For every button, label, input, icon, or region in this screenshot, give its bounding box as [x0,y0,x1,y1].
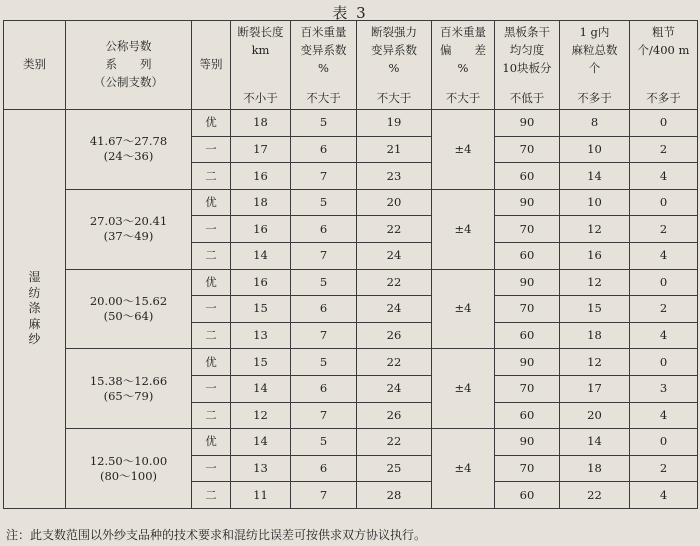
header-line: 均匀度 [509,42,545,57]
weight-cv-cell: 6 [291,455,357,482]
slubs-cell: 2 [630,296,698,323]
neps-cell: 12 [560,216,630,243]
neps-cell: 22 [560,482,630,509]
breaking-length-cell: 14 [231,375,291,402]
blackboard-cell: 60 [495,402,560,429]
breaking-length-cell: 18 [231,189,291,216]
header-breaking-length [231,21,291,110]
count-cell [66,349,192,429]
slubs-cell: 0 [630,349,698,376]
neps-cell: 14 [560,163,630,190]
slubs-cell: 0 [630,189,698,216]
grade-cell: 二 [192,402,231,429]
table-title: 表 3 [332,4,368,22]
count-line: 41.67～27.78 [89,134,168,149]
count-line: (65～79) [103,388,154,403]
strength-cv-cell: 22 [357,216,432,243]
neps-cell: 17 [560,375,630,402]
blackboard-cell: 60 [495,322,560,349]
neps-cell: 12 [560,269,630,296]
neps-cell: 14 [560,429,630,456]
count-cell [66,110,192,190]
table-row [4,189,698,216]
slubs-cell: 0 [630,110,698,137]
strength-cv-cell: 26 [357,322,432,349]
header-grade-label: 等别 [199,57,223,72]
header-limit: 不大于 [306,91,341,106]
header-limit: 不大于 [445,91,481,106]
breaking-length-cell: 14 [231,242,291,269]
slubs-cell: 2 [630,136,698,163]
neps-cell: 10 [560,136,630,163]
neps-cell: 8 [560,110,630,137]
blackboard-cell: 70 [495,455,560,482]
weight-cv-cell: 7 [291,322,357,349]
grade-cell: 一 [192,136,231,163]
blackboard-cell: 90 [495,189,560,216]
header-weight-deviation [432,21,495,110]
header-line: 麻粒总数 [571,42,618,57]
header-count-line: 系 列 [105,57,152,72]
header-line: 个 [588,60,601,75]
neps-cell: 18 [560,455,630,482]
slubs-cell: 4 [630,242,698,269]
strength-cv-cell: 22 [357,429,432,456]
blackboard-cell: 90 [495,269,560,296]
header-grade [192,21,231,110]
header-line: 断裂强力 [371,25,417,39]
grade-cell: 一 [192,216,231,243]
category-char: 麻 [28,316,41,331]
blackboard-cell: 60 [495,163,560,190]
count-line: 12.50～10.00 [89,453,168,468]
grade-cell: 优 [192,269,231,296]
weight-cv-cell: 5 [291,349,357,376]
breaking-length-cell: 14 [231,429,291,456]
grade-cell: 二 [192,242,231,269]
strength-cv-cell: 20 [357,189,432,216]
breaking-length-cell: 16 [231,163,291,190]
weight-cv-cell: 7 [291,163,357,190]
strength-cv-cell: 24 [357,375,432,402]
grade-cell: 一 [192,375,231,402]
breaking-length-cell: 12 [231,402,291,429]
grade-cell: 二 [192,322,231,349]
header-line: 个/400 m [637,42,690,57]
blackboard-cell: 60 [495,242,560,269]
count-line: 27.03～20.41 [89,214,168,229]
breaking-length-cell: 15 [231,296,291,323]
count-cell [66,189,192,269]
strength-cv-cell: 24 [357,296,432,323]
header-limit: 不多于 [577,91,612,106]
table-row [4,349,698,376]
header-limit: 不大于 [376,91,412,106]
blackboard-cell: 60 [495,482,560,509]
count-line: (37～49) [103,229,154,244]
grade-cell: 一 [192,455,231,482]
weight-cv-cell: 5 [291,429,357,456]
weight-cv-cell: 6 [291,136,357,163]
slubs-cell: 4 [630,163,698,190]
header-line: % [457,60,469,75]
breaking-length-cell: 16 [231,216,291,243]
category-cell [4,110,66,509]
breaking-length-cell: 13 [231,455,291,482]
blackboard-cell: 70 [495,136,560,163]
category-char: 涤 [28,301,41,316]
header-limit: 不多于 [646,91,681,106]
breaking-length-cell: 11 [231,482,291,509]
strength-cv-cell: 22 [357,349,432,376]
strength-cv-cell: 23 [357,163,432,190]
count-line: (24～36) [103,149,154,164]
slubs-cell: 4 [630,322,698,349]
slubs-cell: 3 [630,375,698,402]
grade-cell: 优 [192,189,231,216]
breaking-length-cell: 18 [231,110,291,137]
slubs-cell: 4 [630,482,698,509]
weight-cv-cell: 7 [291,482,357,509]
spec-table [3,20,698,509]
header-line: 10块板分 [502,60,552,75]
weight-cv-cell: 6 [291,375,357,402]
neps-cell: 10 [560,189,630,216]
breaking-length-cell: 13 [231,322,291,349]
category-char: 纱 [28,332,41,347]
header-line: 百米重量 [300,25,347,39]
header-line: 百米重量 [440,25,486,39]
header-line: km [251,42,270,57]
slubs-cell: 2 [630,216,698,243]
count-line: 15.38～12.66 [89,373,168,388]
grade-cell: 优 [192,349,231,376]
breaking-length-cell: 15 [231,349,291,376]
table-body [4,110,698,509]
grade-cell: 二 [192,163,231,190]
weight-deviation-cell: ±4 [432,429,495,509]
category-char: 纺 [28,285,41,300]
weight-cv-cell: 6 [291,216,357,243]
header-count [66,21,192,110]
neps-cell: 18 [560,322,630,349]
blackboard-cell: 90 [495,429,560,456]
header-neps [560,21,630,110]
weight-deviation-cell: ±4 [432,349,495,429]
weight-cv-cell: 5 [291,110,357,137]
weight-deviation-cell: ±4 [432,269,495,349]
table-row [4,429,698,456]
blackboard-cell: 70 [495,375,560,402]
weight-deviation-cell: ±4 [432,189,495,269]
breaking-length-cell: 16 [231,269,291,296]
header-limit: 不小于 [243,91,278,106]
blackboard-cell: 70 [495,296,560,323]
header-line: 1 g内 [579,25,610,39]
header-slubs [630,21,698,110]
count-line: (50～64) [103,308,154,323]
weight-cv-cell: 6 [291,296,357,323]
grade-cell: 一 [192,296,231,323]
slubs-cell: 4 [630,402,698,429]
strength-cv-cell: 22 [357,269,432,296]
strength-cv-cell: 19 [357,110,432,137]
neps-cell: 12 [560,349,630,376]
header-line: % [388,60,400,75]
neps-cell: 20 [560,402,630,429]
blackboard-cell: 90 [495,349,560,376]
neps-cell: 15 [560,296,630,323]
count-line: 20.00～15.62 [89,294,168,309]
slubs-cell: 0 [630,269,698,296]
slubs-cell: 2 [630,455,698,482]
weight-cv-cell: 7 [291,402,357,429]
header-category-label: 类别 [23,57,46,72]
weight-cv-cell: 7 [291,242,357,269]
header-category [4,21,66,110]
weight-deviation-cell: ±4 [432,110,495,190]
header-limit: 不低于 [509,91,545,106]
count-cell [66,429,192,509]
count-line: (80～100) [99,468,158,483]
grade-cell: 优 [192,110,231,137]
grade-cell: 优 [192,429,231,456]
count-cell [66,269,192,349]
slubs-cell: 0 [630,429,698,456]
breaking-length-cell: 17 [231,136,291,163]
header-line: 黑板条干 [504,25,550,39]
grade-cell: 二 [192,482,231,509]
blackboard-cell: 90 [495,110,560,137]
blackboard-cell: 70 [495,216,560,243]
table-note: 注：此支数范围以外纱支品种的技术要求和混纺比误差可按供求双方协议执行。 [6,528,427,542]
header-count-line: （公制支数） [94,74,163,89]
header-row [4,21,698,110]
header-line: 偏 差 [440,42,486,57]
header-count-line: 公称号数 [105,39,152,54]
header-blackboard [495,21,560,110]
category-char: 湿 [28,269,41,284]
header-weight-cv [291,21,357,110]
header-line: 断裂长度 [237,25,284,39]
strength-cv-cell: 25 [357,455,432,482]
neps-cell: 16 [560,242,630,269]
header-line: 粗节 [652,25,675,39]
header-strength-cv [357,21,432,110]
weight-cv-cell: 5 [291,269,357,296]
strength-cv-cell: 24 [357,242,432,269]
weight-cv-cell: 5 [291,189,357,216]
strength-cv-cell: 28 [357,482,432,509]
strength-cv-cell: 26 [357,402,432,429]
header-line: % [318,60,329,75]
table-row [4,110,698,137]
header-line: 变异系数 [371,42,417,57]
strength-cv-cell: 21 [357,136,432,163]
table-row [4,269,698,296]
header-line: 变异系数 [300,42,347,57]
